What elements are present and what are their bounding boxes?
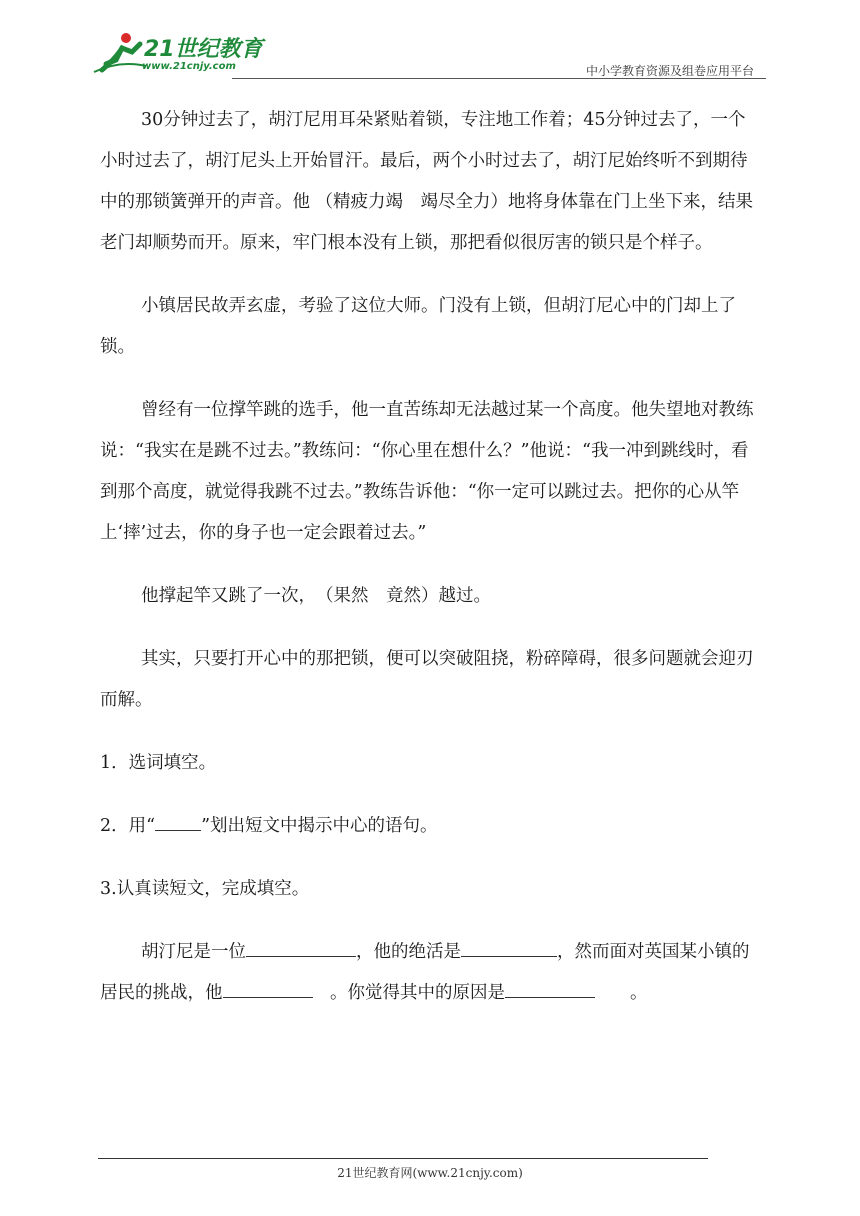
answer-blank-4[interactable] — [505, 979, 595, 998]
runner-logo-icon — [92, 30, 148, 76]
answer-blank-1[interactable] — [246, 938, 356, 957]
paragraph-2: 小镇居民故弄玄虚，考验了这位大师。门没有上锁，但胡汀尼心中的门却上了锁。 — [100, 296, 736, 357]
paragraph-5: 其实，只要打开心中的那把锁，便可以突破阻挠，粉碎障碍，很多问题就会迎刃而解。 — [100, 649, 754, 710]
brand-url: www.21cnjy.com — [142, 61, 236, 72]
paragraph-3: 曾经有一位撑竿跳的选手，他一直苦练却无法越过某一个高度。他失望地对教练说：“我实在是跳不过去。”教练问：“你心里在想什么？”他说：“我一冲到跳线时，看到那个高度，就觉得我跳不过去。”教练告诉他：“你一定可以跳过去。把你的心从竿上‘摔’过去，你的身子也一定会跟着过去。” — [100, 400, 754, 543]
article-body — [100, 100, 762, 1014]
logo — [92, 30, 272, 76]
page-header — [92, 30, 766, 78]
underline-mark — [155, 812, 201, 831]
fill-text-1: 胡汀尼是一位 — [141, 942, 246, 962]
fill-text-4: 。你觉得其中的原因是 — [312, 983, 505, 1003]
fill-text-5: 。 — [595, 983, 648, 1003]
answer-blank-2[interactable] — [461, 938, 557, 957]
page-footer: 21世纪教育网(www.21cnjy.com) — [337, 1166, 523, 1180]
answer-blank-3[interactable] — [223, 979, 313, 998]
header-divider — [232, 78, 766, 79]
question-3: 3.认真读短文，完成填空。 — [100, 879, 310, 899]
footer-divider — [98, 1158, 708, 1159]
platform-name: 中小学教育资源及组卷应用平台 — [585, 64, 754, 78]
question-2-prefix: 2．用“ — [100, 816, 156, 836]
question-1: 1．选词填空。 — [100, 753, 217, 773]
brand-name: 21世纪教育 — [144, 37, 263, 62]
paragraph-4: 他撑起竿又跳了一次， （果然 竟然）越过。 — [141, 586, 491, 606]
question-2 — [100, 806, 762, 847]
fill-in-paragraph — [100, 932, 762, 1014]
question-2-suffix: ”划出短文中揭示中心的语句。 — [201, 816, 438, 836]
fill-text-2: ，他的绝活是 — [356, 942, 461, 962]
paragraph-1: 30分钟过去了，胡汀尼用耳朵紧贴着锁，专注地工作着；45分钟过去了，一个小时过去了，胡汀尼头上开始冒汗。最后，两个小时过去了，胡汀尼始终听不到期待中的那锁簧弹开的声音。他 （精疲力竭 竭尽全力）地将身体靠在门上坐下来，结果老门却顺势而开。原来，牢门根本没有上锁，那把看似很厉害的锁只是个样子。 — [100, 110, 754, 253]
fill-text-3: ，然而面对英国某小镇的居民的挑战，他 — [100, 942, 750, 1003]
